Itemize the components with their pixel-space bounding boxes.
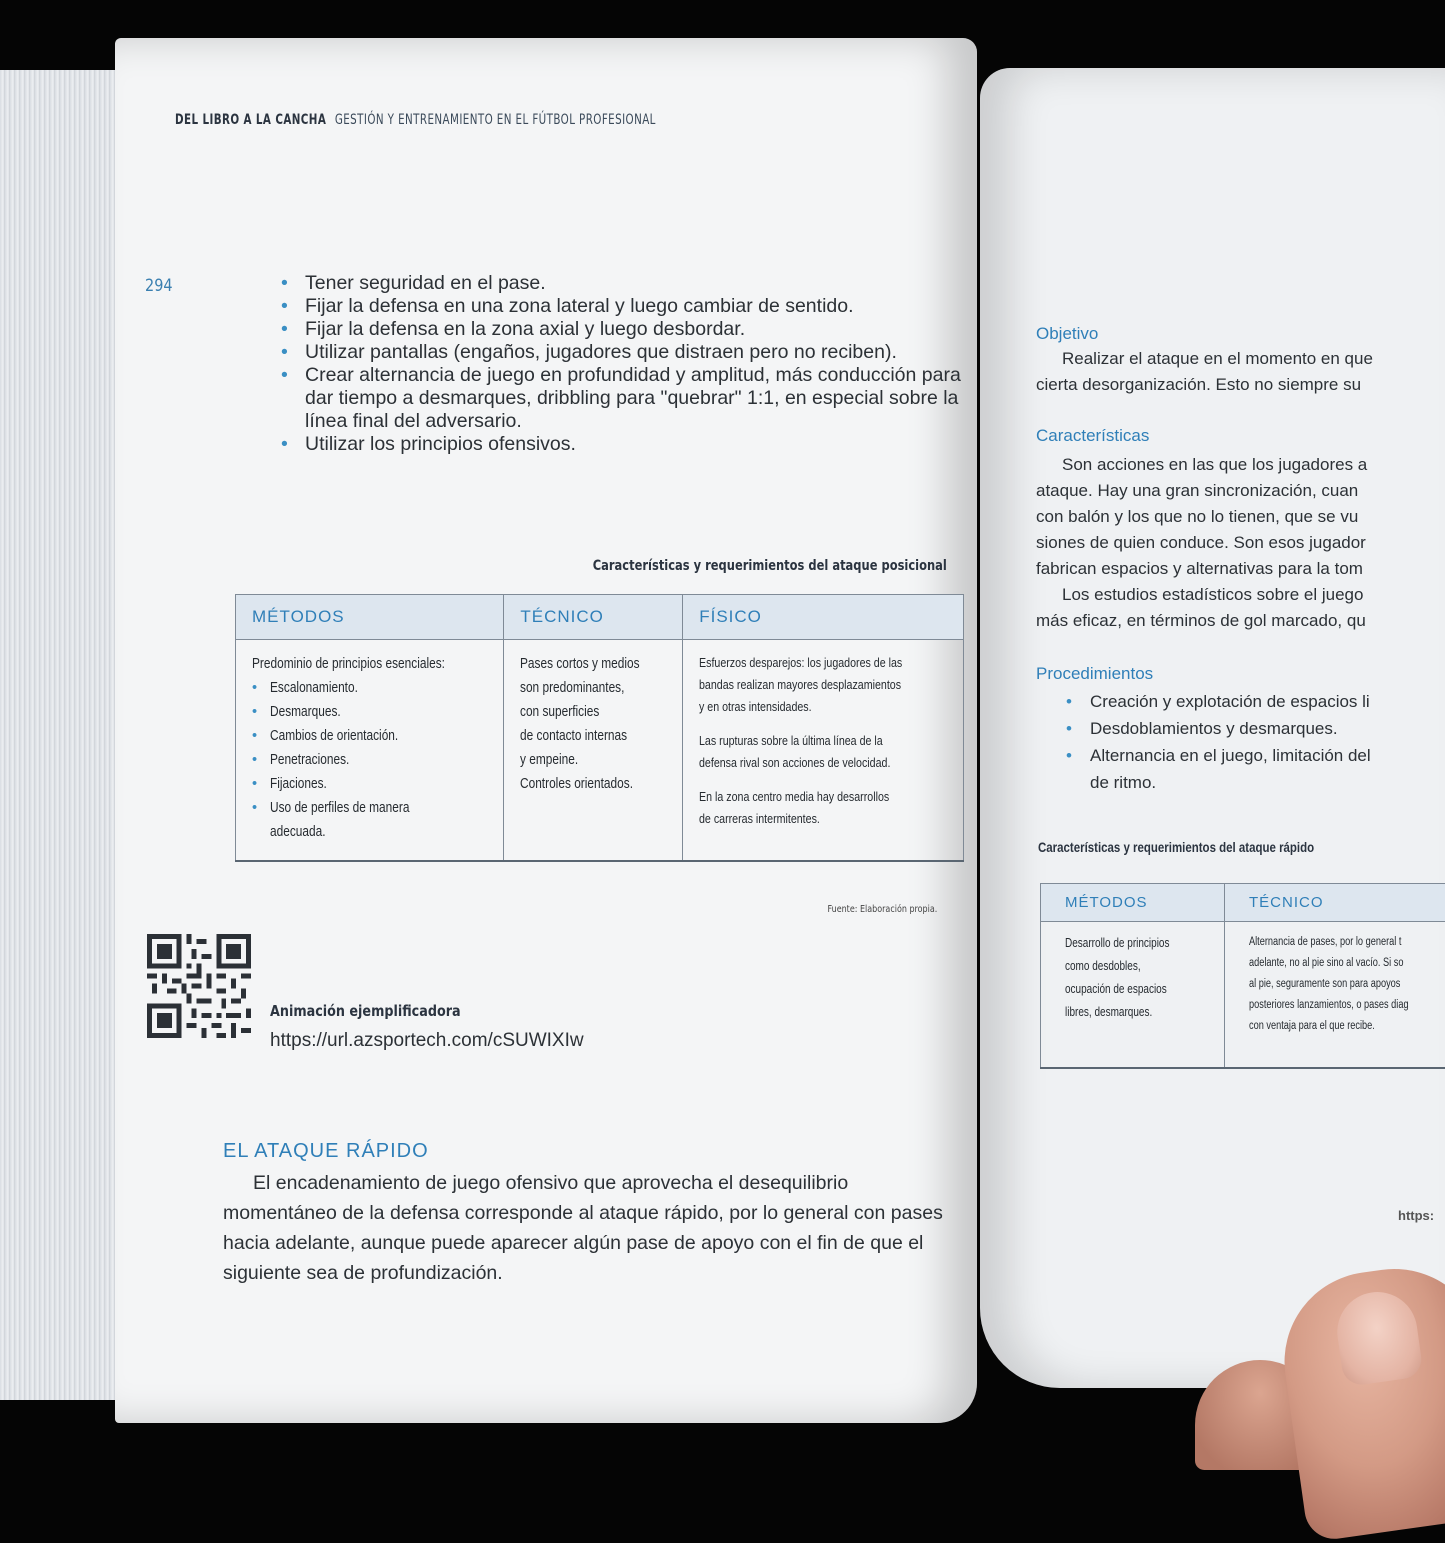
table-row <box>1041 922 1445 1069</box>
list-item: • Desdoblamientos y desmarques. <box>1036 715 1371 742</box>
bullet-dot-icon: • <box>281 433 288 456</box>
page-stack-edges <box>0 70 130 1400</box>
column-header-tecnico: TÉCNICO <box>504 595 683 640</box>
bullet-item: • Fijar la defensa en una zona lateral y luego cambiar de sentido. <box>275 295 965 318</box>
bullet-dot-icon: • <box>281 318 288 341</box>
page-number: 294 <box>145 276 173 296</box>
qr-code-icon[interactable] <box>147 931 251 1041</box>
requirements-table-fast-attack <box>1040 883 1445 1069</box>
procedimientos-list <box>1036 688 1371 796</box>
bullet-list <box>275 272 965 456</box>
qr-url-link[interactable]: https://url.azsportech.com/cSUWIXIw <box>270 1030 584 1052</box>
list-item: • Penetraciones. <box>252 748 487 772</box>
metodos-intro: Predominio de principios esenciales: <box>252 652 445 676</box>
qr-label: Animación ejemplificadora <box>270 1002 461 1020</box>
list-item: • Fijaciones. <box>252 772 487 796</box>
column-header-tecnico: TÉCNICO <box>1225 884 1445 922</box>
bullet-dot-icon: • <box>281 341 288 364</box>
objetivo-paragraph: Realizar el ataque en el momento en que cierta desorganización. Esto no siempre su <box>1036 346 1445 398</box>
running-head-lead: DEL LIBRO A LA CANCHA <box>175 112 326 128</box>
table-row <box>236 640 964 862</box>
footer-url-fragment: https: <box>1398 1208 1434 1223</box>
cell-tecnico: Pases cortos y medios son predominantes, con superficies de contacto internas y empeine. Controles orientados. <box>504 640 683 862</box>
bullet-item: • Utilizar pantallas (engaños, jugadores que distraen pero no reciben). <box>275 341 965 364</box>
bullet-dot-icon: • <box>1066 688 1072 715</box>
left-page <box>115 38 977 1423</box>
bullet-item: • Tener seguridad en el pase. <box>275 272 965 295</box>
section-title: EL ATAQUE RÁPIDO <box>223 1140 429 1163</box>
list-item: • Escalonamiento. <box>252 676 487 700</box>
running-head <box>175 112 656 128</box>
cell-tecnico: Alternancia de pases, por lo general t adelante, no al pie sino al vacío. Si so al pie, seguramente son para apoyos posteriores lanzamientos, o pases diag con ventaja para el que recibe. <box>1225 922 1445 1069</box>
table-source: Fuente: Elaboración propia. <box>827 904 937 915</box>
list-item: • Alternancia en el juego, limitación del <box>1036 742 1371 769</box>
procedimientos-heading: Procedimientos <box>1036 664 1153 684</box>
running-head-title: GESTIÓN Y ENTRENAMIENTO EN EL FÚTBOL PROFESIONAL <box>335 112 656 128</box>
column-header-metodos: MÉTODOS <box>236 595 504 640</box>
bullet-dot-icon: • <box>281 364 288 387</box>
list-item: • Desmarques. <box>252 700 487 724</box>
cell-fisico: Esfuerzos desparejos: los jugadores de las bandas realizan mayores desplazamientos y en otras intensidades. Las rupturas sobre la última línea de la defensa rival son acciones de velocidad. En la zona centro media hay desarrollos de carreras intermitentes. <box>683 640 964 862</box>
cell-metodos <box>236 640 504 862</box>
column-header-fisico: FÍSICO <box>683 595 964 640</box>
list-item: • Cambios de orientación. <box>252 724 487 748</box>
list-item: • Creación y explotación de espacios li <box>1036 688 1371 715</box>
column-header-metodos: MÉTODOS <box>1041 884 1225 922</box>
list-item: • Uso de perfiles de manera adecuada. <box>252 796 487 844</box>
list-item: de ritmo. <box>1036 769 1371 796</box>
cell-metodos: Desarrollo de principios como desdobles, ocupación de espacios libres, desmarques. <box>1041 922 1225 1069</box>
bullet-item: • Fijar la defensa en la zona axial y luego desbordar. <box>275 318 965 341</box>
caracteristicas-heading: Características <box>1036 426 1149 446</box>
table-caption: Características y requerimientos del ataque posicional <box>593 558 947 574</box>
objetivo-heading: Objetivo <box>1036 324 1098 344</box>
right-page <box>980 68 1445 1388</box>
requirements-table <box>235 594 964 862</box>
bullet-dot-icon: • <box>1066 715 1072 742</box>
table-caption: Características y requerimientos del ataque rápido <box>1038 840 1314 855</box>
bullet-item: • Utilizar los principios ofensivos. <box>275 433 965 456</box>
bullet-dot-icon: • <box>281 272 288 295</box>
section-paragraph: El encadenamiento de juego ofensivo que aprovecha el desequilibrio momentáneo de la defensa corresponde al ataque rápido, por lo general con pases hacia adelante, aunque puede aparecer algún pase de apoyo con el fin de que el siguiente sea de profundización. <box>223 1168 943 1288</box>
bullet-item: • Crear alternancia de juego en profundidad y amplitud, más conducción para dar tiempo a desmarques, dribbling para "quebrar" 1:1, en especial sobre la línea final del adversario. <box>275 364 965 433</box>
caracteristicas-paragraph: Son acciones en las que los jugadores a ataque. Hay una gran sincronización, cuan con balón y los que no lo tienen, que se vu siones de quien conduce. Son esos jugador fabrican espacios y alternativas para la tom Los estudios estadísticos sobre el juego más eficaz, en términos de gol marcado, qu <box>1036 452 1445 634</box>
bullet-dot-icon: • <box>1066 742 1072 769</box>
bullet-dot-icon: • <box>281 295 288 318</box>
